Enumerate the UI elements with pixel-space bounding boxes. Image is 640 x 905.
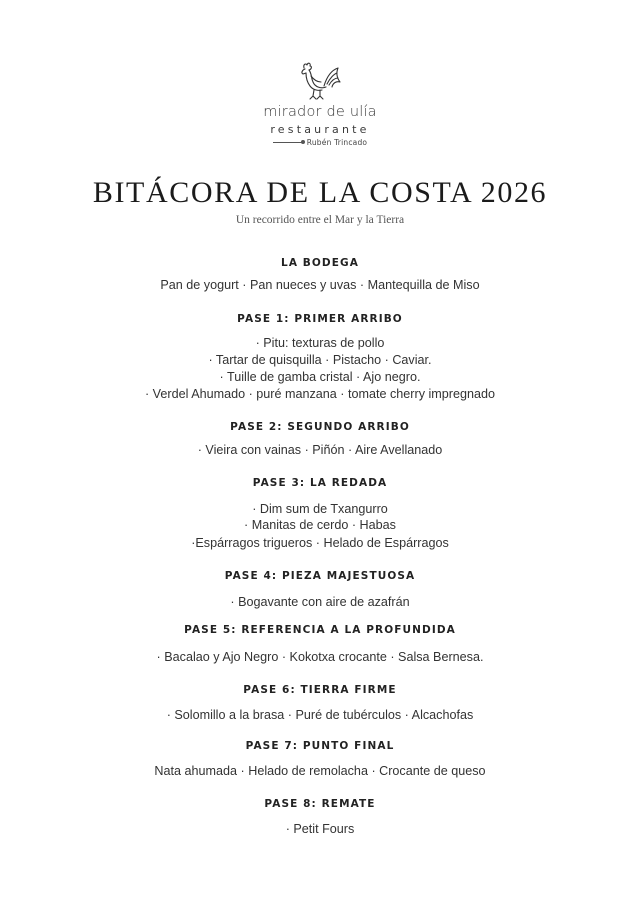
- signature-flourish: [273, 142, 303, 143]
- menu-title: BITÁCORA DE LA COSTA 2026: [92, 176, 548, 209]
- brand-name: mirador de ulía: [263, 104, 377, 120]
- menu-item: · Solomillo a la brasa · Puré de tubérculos · Alcachofas: [166, 708, 474, 722]
- menu-item: ·Espárragos trigueros · Helado de Espárragos: [191, 536, 449, 550]
- menu-item: · Bacalao y Ajo Negro · Kokotxa crocante · Salsa Bernesa.: [156, 650, 484, 664]
- section-heading: PASE 6: TIERRA FIRME: [243, 684, 397, 696]
- menu-item: · Tartar de quisquilla · Pistacho · Caviar.: [208, 353, 432, 367]
- chef-signature: [0, 138, 640, 147]
- menu-item: · Verdel Ahumado · puré manzana · tomate cherry impregnado: [144, 387, 495, 401]
- menu-item: · Pitu: texturas de pollo: [255, 336, 385, 350]
- rooster-icon: [296, 60, 344, 102]
- menu-item: · Dim sum de Txangurro: [252, 502, 388, 516]
- menu-item: · Tuille de gamba cristal · Ajo negro.: [219, 370, 421, 384]
- menu-item: · Manitas de cerdo · Habas: [244, 518, 396, 532]
- restaurant-logo: [0, 60, 640, 147]
- chef-name: Rubén Trincado: [306, 138, 368, 147]
- menu-item: Nata ahumada · Helado de remolacha · Crocante de queso: [154, 764, 486, 778]
- section-heading: PASE 7: PUNTO FINAL: [245, 740, 395, 752]
- section-heading: PASE 1: PRIMER ARRIBO: [237, 313, 403, 325]
- section-heading: LA BODEGA: [281, 257, 359, 269]
- section-heading: PASE 2: SEGUNDO ARRIBO: [230, 421, 410, 433]
- menu-subtitle: Un recorrido entre el Mar y la Tierra: [235, 214, 405, 226]
- brand-subtitle: restaurante: [270, 123, 370, 136]
- section-heading: PASE 4: PIEZA MAJESTUOSA: [224, 570, 416, 582]
- section-heading: PASE 8: REMATE: [264, 798, 376, 810]
- menu-item: · Bogavante con aire de azafrán: [230, 595, 410, 609]
- menu-item: · Petit Fours: [285, 822, 355, 836]
- section-heading: PASE 3: LA REDADA: [252, 477, 388, 489]
- menu-item: · Vieira con vainas · Piñón · Aire Avellanado: [197, 443, 443, 457]
- menu-item: Pan de yogurt · Pan nueces y uvas · Mantequilla de Miso: [160, 278, 480, 292]
- section-heading: PASE 5: REFERENCIA A LA PROFUNDIDA: [184, 624, 456, 636]
